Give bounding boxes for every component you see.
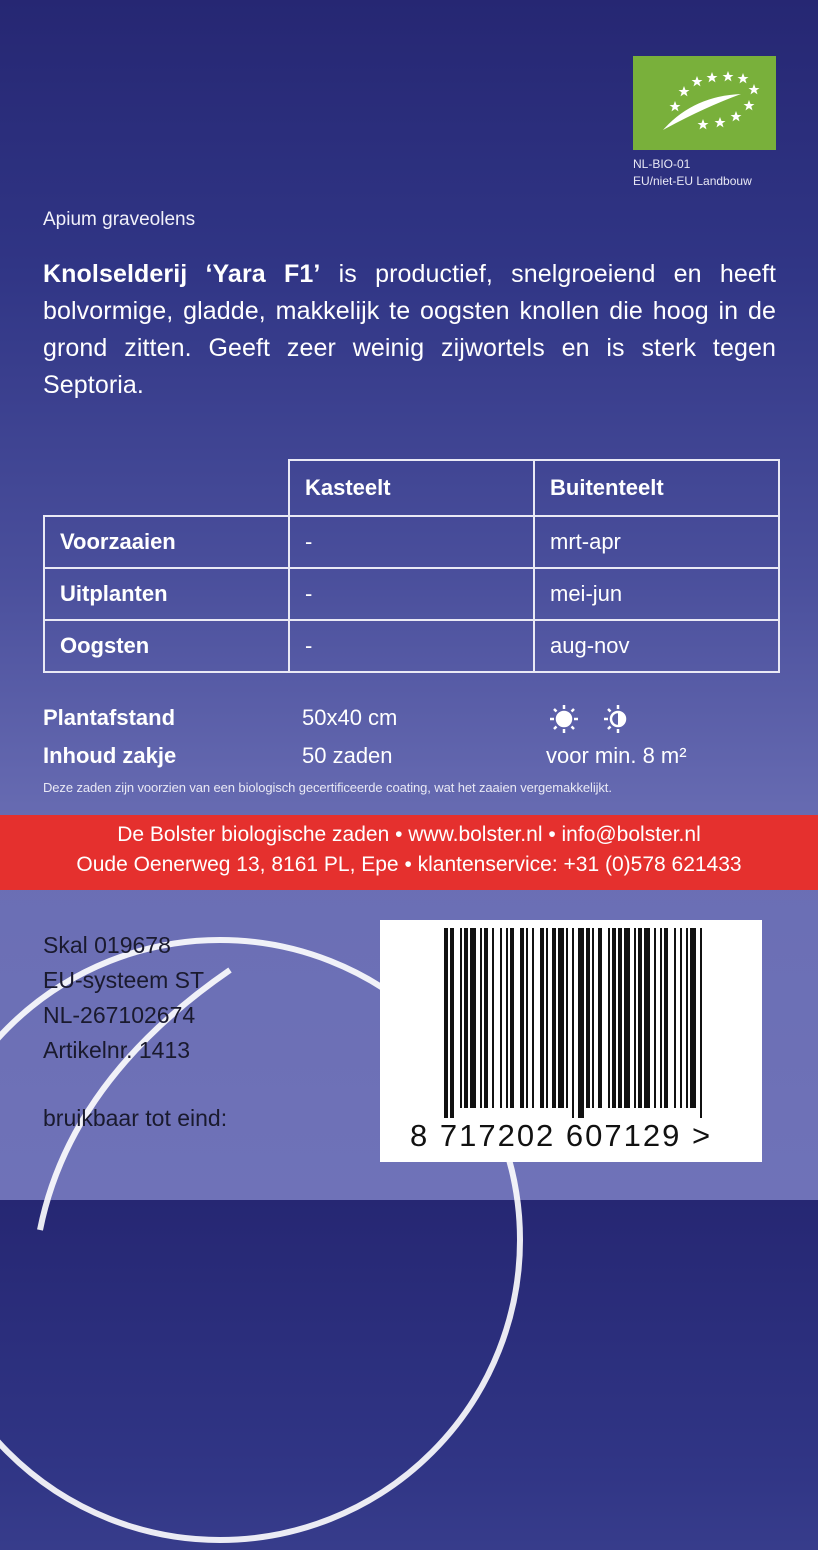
table-row [44,568,779,620]
barcode-bar [690,928,696,1108]
barcode-bar [506,928,508,1108]
best-before-label: bruikbaar tot eind: [43,1105,228,1131]
barcode-bar [586,928,590,1108]
barcode-bar [460,928,462,1108]
cell-kasteelt: - [289,568,534,620]
row-label: Uitplanten [44,568,289,620]
barcode-bar [526,928,528,1108]
barcode-bar [638,928,642,1108]
barcode-bar [578,928,584,1118]
cell-buitenteelt: mei-jun [534,568,779,620]
barcode-bar [660,928,662,1108]
spacing-value: 50x40 cm [302,705,398,730]
spacing-label: Plantafstand [43,705,176,730]
eu-organic-leaf-icon [633,56,776,150]
barcode-bar [552,928,556,1108]
barcode [380,920,762,1162]
eu-organic-logo [633,56,776,150]
half-shade-icon [604,705,625,733]
barcode-bar [566,928,568,1108]
barcode-bar [480,928,482,1108]
barcode-bar [558,928,564,1108]
cell-buitenteelt: mrt-apr [534,516,779,568]
row-label: Oogsten [44,620,289,672]
barcode-bar [618,928,622,1108]
barcode-bar [500,928,502,1108]
barcode-bar [510,928,514,1108]
barcode-bar [470,928,476,1108]
barcode-bar [592,928,594,1108]
row-label: Voorzaaien [44,516,289,568]
sowing-schedule-table [43,459,780,673]
full-sun-icon [550,705,578,733]
barcode-bar [608,928,610,1108]
header-buitenteelt: Buitenteelt [534,460,779,516]
barcode-bar [572,928,574,1118]
light-requirement [546,703,638,740]
barcode-bar [612,928,616,1108]
barcode-number: 8 717202 607129 > [410,1118,713,1153]
barcode-bar [532,928,534,1108]
cell-buitenteelt: aug-nov [534,620,779,672]
barcode-bar [450,928,454,1118]
latin-name: Apium graveolens [43,209,196,230]
company-band [0,815,818,890]
certification-code [633,156,752,190]
barcode-bar [700,928,702,1118]
contents-label: Inhoud zakje [43,743,177,768]
table-row [44,620,779,672]
barcode-bar [444,928,448,1118]
cell-kasteelt: - [289,516,534,568]
barcode-bar [520,928,524,1108]
barcode-bar [540,928,544,1108]
coverage-value: voor min. 8 m² [546,743,687,768]
table-row [44,516,779,568]
eu-system: EU-systeem ST [43,967,205,993]
article-number: Artikelnr. 1413 [43,1037,191,1063]
variety-name: Knolselderij ‘Yara F1’ [43,260,321,288]
barcode-bar [634,928,636,1108]
description-text: is productief, snelgroeiend en heeft bolvormige, gladde, makkelijk te oogsten knollen die hoog in de grond zitten. Geeft zeer weinig zijwortels en is sterk tegen Septoria. [43,260,776,399]
barcode-bar [492,928,494,1108]
company-line1: De Bolster biologische zaden • www.bolster.nl • info@bolster.nl [117,823,701,846]
barcode-bar [624,928,630,1108]
barcode-bar [680,928,682,1108]
barcode-bars [380,920,762,1120]
barcode-bar [464,928,468,1108]
barcode-bar [546,928,548,1108]
skal-number: Skal 019678 [43,932,171,958]
barcode-bar [598,928,602,1108]
barcode-bar [686,928,688,1108]
barcode-bar [644,928,650,1108]
barcode-bar [674,928,676,1108]
header-kasteelt: Kasteelt [289,460,534,516]
product-description [43,256,776,404]
cert-code-line2: EU/niet-EU Landbouw [633,174,752,188]
contents-value: 50 zaden [302,743,393,768]
barcode-bar [664,928,668,1108]
company-line2: Oude Oenerweg 13, 8161 PL, Epe • klantenservice: +31 (0)578 621433 [76,853,742,876]
barcode-bar [654,928,656,1108]
coating-note: Deze zaden zijn voorzien van een biologisch gecertificeerde coating, wat het zaaien vergemakkelijkt. [43,780,612,795]
cell-kasteelt: - [289,620,534,672]
cert-code-line1: NL-BIO-01 [633,157,691,171]
nl-code: NL-267102674 [43,1002,196,1028]
table-corner [44,460,289,516]
table-header-row [44,460,779,516]
barcode-bar [484,928,488,1108]
